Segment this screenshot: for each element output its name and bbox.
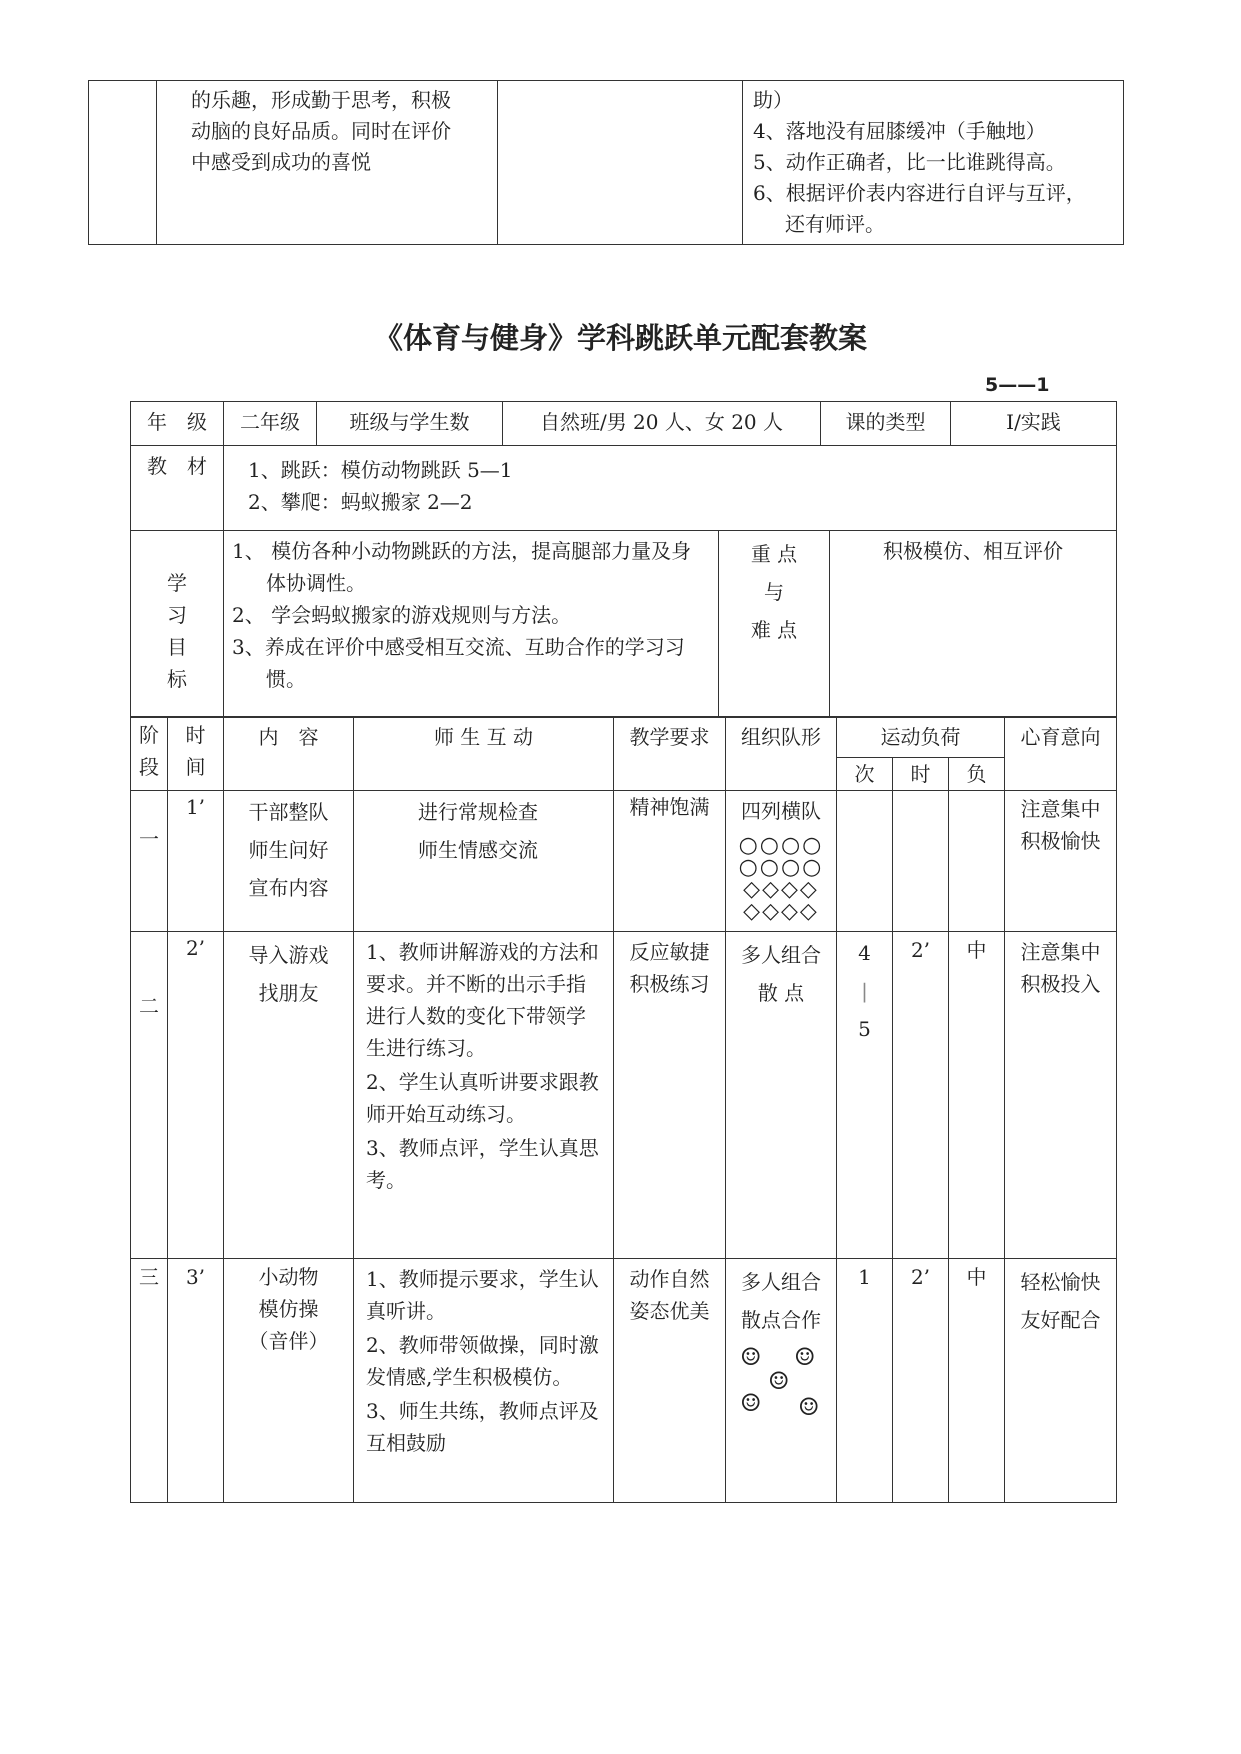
- circle-row-icon: ○○○○: [738, 855, 824, 880]
- smiley-icon: ☺: [740, 1343, 762, 1371]
- psych-cell: [1005, 932, 1117, 1259]
- load-times-line: 5: [858, 1017, 871, 1041]
- load-intensity-cell: 中: [949, 1259, 1005, 1503]
- content-line: 师生问好: [248, 838, 329, 862]
- goals-label-char: 目: [167, 635, 187, 659]
- load-times-line: 4: [858, 941, 871, 965]
- key-label-line: 与: [764, 580, 784, 604]
- header-load: 运动负荷: [837, 717, 1005, 758]
- header-char: 阶: [139, 723, 159, 747]
- formation-line: 多人组合: [741, 943, 821, 967]
- unit-code: 5——1: [985, 374, 1050, 396]
- goals-table: [130, 530, 1117, 718]
- type-value: Ⅰ/实践: [951, 402, 1117, 446]
- table-row: [131, 1259, 1117, 1503]
- content-line: 模仿操: [258, 1297, 319, 1321]
- continued-cell-4: [743, 81, 1124, 245]
- content-line: 干部整队: [248, 800, 329, 824]
- diamond-row-icon: ◇◇◇◇: [743, 899, 819, 924]
- load-duration-cell: [893, 791, 949, 932]
- stage-cell: 二: [131, 932, 168, 1259]
- material-content: [224, 446, 1117, 531]
- formation-line: 散 点: [757, 981, 805, 1005]
- smiley-icon: ☺: [768, 1367, 790, 1395]
- formation-line: 多人组合: [741, 1270, 821, 1294]
- diamond-row-icon: ◇◇◇◇: [743, 877, 819, 902]
- header-time: [168, 717, 224, 791]
- continued-cell-2: [157, 81, 498, 245]
- psych-line: 注意集中: [1020, 797, 1101, 821]
- content-line: 导入游戏: [248, 943, 329, 967]
- goal-item: 2、 学会蚂蚁搬家的游戏规则与方法。: [232, 603, 572, 627]
- load-times-cell: 1: [837, 1259, 893, 1503]
- goals-label-char: 习: [167, 603, 187, 627]
- time-cell: 3’: [168, 1259, 224, 1503]
- load-times-cell: [837, 932, 893, 1259]
- interaction-line: 1、教师提示要求，学生认真听讲。: [366, 1267, 599, 1323]
- stage-cell: 三: [131, 1259, 168, 1503]
- requirement-line: 反应敏捷: [629, 940, 710, 964]
- time-cell: 2’: [168, 932, 224, 1259]
- formation-line: 散点合作: [741, 1308, 821, 1332]
- goals-content: [224, 531, 719, 718]
- continued-cell-1: [89, 81, 157, 245]
- load-intensity-cell: 中: [949, 932, 1005, 1259]
- class-value: 自然班/男 20 人、女 20 人: [503, 402, 821, 446]
- content-line: 宣布内容: [248, 876, 329, 900]
- type-label: 课的类型: [821, 402, 951, 446]
- content-line: 小动物: [258, 1265, 319, 1289]
- interaction-line: 2、教师带领做操，同时激发情感,学生积极模仿。: [366, 1333, 599, 1389]
- time-cell: 1’: [168, 791, 224, 932]
- requirement-line: 积极练习: [629, 972, 710, 996]
- psych-cell: [1005, 791, 1117, 932]
- circle-row-icon: ○○○○: [738, 833, 824, 858]
- interaction-line: 3、教师点评，学生认真思考。: [366, 1136, 599, 1192]
- material-label: 教 材: [131, 446, 224, 531]
- interaction-line: 师生情感交流: [418, 838, 538, 862]
- requirement-line: 姿态优美: [629, 1299, 710, 1323]
- grade-value: 二年级: [224, 402, 317, 446]
- load-duration-cell: 2’: [893, 1259, 949, 1503]
- header-stage: [131, 717, 168, 791]
- load-times-cell: [837, 791, 893, 932]
- smiley-icon: ☺: [798, 1393, 820, 1421]
- table-row: [131, 791, 1117, 932]
- content-cell: [224, 791, 354, 932]
- grade-label: 年 级: [131, 402, 224, 446]
- requirement-cell: 精神饱满: [614, 791, 726, 932]
- smiley-icon: ☺: [740, 1389, 762, 1417]
- psych-cell: [1005, 1259, 1117, 1503]
- formation-line: 四列横队: [741, 799, 821, 823]
- psych-line: 友好配合: [1020, 1308, 1101, 1332]
- header-psych: 心育意向: [1005, 717, 1117, 791]
- interaction-line: 3、师生共练，教师点评及互相鼓励: [366, 1399, 599, 1455]
- key-label-line: 重 点: [750, 542, 798, 566]
- key-points-value: 积极模仿、相互评价: [830, 531, 1117, 718]
- text-line: 4、落地没有屈膝缓冲（手触地）: [753, 119, 1046, 143]
- table-row: [131, 932, 1117, 1259]
- interaction-cell: [354, 932, 614, 1259]
- requirement-cell: [614, 1259, 726, 1503]
- goal-item: 3、养成在评价中感受相互交流、互助合作的学习习惯。: [232, 635, 685, 691]
- header-char: 间: [185, 755, 206, 779]
- formation-diagram: [726, 835, 836, 923]
- header-load-times: 次: [837, 758, 893, 791]
- text-line: 中感受到成功的喜悦: [191, 150, 371, 174]
- header-load-duration: 时: [893, 758, 949, 791]
- header-requirement: 教学要求: [614, 717, 726, 791]
- content-cell: [224, 1259, 354, 1503]
- content-line: 找朋友: [258, 981, 319, 1005]
- text-line: 动脑的良好品质。同时在评价: [191, 119, 451, 143]
- header-char: 时: [185, 723, 206, 747]
- class-label: 班级与学生数: [317, 402, 503, 446]
- interaction-line: 1、教师讲解游戏的方法和要求。并不断的出示手指进行人数的变化下带领学生进行练习。: [366, 940, 599, 1060]
- header-interaction: 师 生 互 动: [354, 717, 614, 791]
- key-points-label: [719, 531, 830, 718]
- psych-line: 积极投入: [1020, 972, 1101, 996]
- formation-cell: [726, 932, 837, 1259]
- interaction-cell: [354, 791, 614, 932]
- psych-line: 积极愉快: [1020, 829, 1101, 853]
- text-line: 的乐趣，形成勤于思考，积极: [191, 88, 451, 112]
- formation-diagram: [726, 1339, 836, 1419]
- psych-line: 轻松愉快: [1020, 1270, 1101, 1294]
- header-formation: 组织队形: [726, 717, 837, 791]
- formation-cell: [726, 791, 837, 932]
- text-line: 5、动作正确者，比一比谁跳得高。: [753, 150, 1066, 174]
- info-table: [130, 401, 1117, 531]
- goal-item: 1、 模仿各种小动物跳跃的方法，提高腿部力量及身体协调性。: [232, 539, 692, 595]
- load-times-line: |: [861, 979, 868, 1003]
- psych-line: 注意集中: [1020, 940, 1101, 964]
- goals-label-char: 学: [167, 571, 187, 595]
- smiley-icon: ☺: [794, 1343, 816, 1371]
- interaction-line: 进行常规检查: [418, 800, 538, 824]
- load-intensity-cell: [949, 791, 1005, 932]
- requirement-line: 动作自然: [629, 1267, 710, 1291]
- header-char: 段: [139, 755, 159, 779]
- text-line: 6、根据评价表内容进行自评与互评，: [753, 181, 1086, 205]
- content-line: （音伴）: [248, 1329, 329, 1353]
- lesson-table: [130, 716, 1117, 1503]
- key-label-line: 难 点: [750, 618, 798, 642]
- formation-cell: [726, 1259, 837, 1503]
- continued-table: [88, 80, 1124, 245]
- text-line: 还有师评。: [785, 212, 885, 236]
- material-line: 1、跳跃：模仿动物跳跃 5—1: [248, 458, 513, 482]
- stage-cell: 一: [131, 791, 168, 932]
- content-cell: [224, 932, 354, 1259]
- text-line: 助）: [753, 88, 793, 112]
- goals-label: [131, 531, 224, 718]
- interaction-line: 2、学生认真听讲要求跟教师开始互动练习。: [366, 1070, 599, 1126]
- interaction-cell: [354, 1259, 614, 1503]
- material-line: 2、攀爬：蚂蚁搬家 2—2: [248, 490, 473, 514]
- requirement-cell: [614, 932, 726, 1259]
- header-load-intensity: 负: [949, 758, 1005, 791]
- header-content: 内 容: [224, 717, 354, 791]
- load-duration-cell: 2’: [893, 932, 949, 1259]
- page-title: 《体育与健身》学科跳跃单元配套教案: [373, 321, 867, 355]
- continued-cell-3: [498, 81, 743, 245]
- goals-label-char: 标: [167, 667, 187, 691]
